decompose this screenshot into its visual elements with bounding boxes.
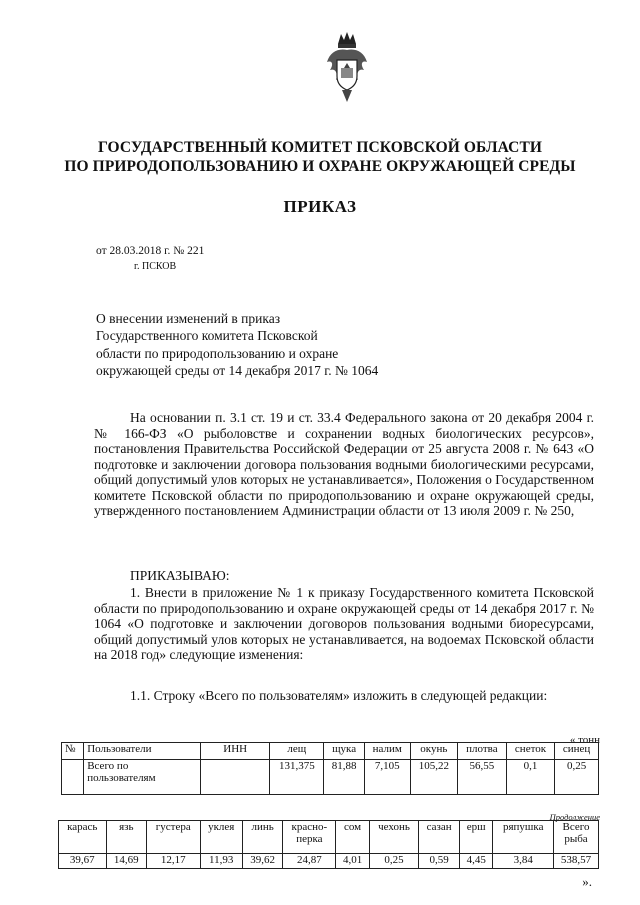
clause-1-paragraph: [94, 585, 594, 663]
unit-label: « тонн: [569, 734, 600, 746]
table-header-cell: сазан: [419, 821, 460, 854]
table-header-cell: щука: [324, 743, 364, 760]
subject-line: области по природопользованию и охране: [96, 345, 339, 361]
table-header-cell: снеток: [506, 743, 554, 760]
document-subject: [96, 310, 426, 379]
table-row: [59, 854, 599, 869]
document-title: ПРИКАЗ: [283, 197, 357, 216]
clause-1-text: 1. Внести в приложение № 1 к приказу Государственного комитета Псковской области по природопользованию и охране окружающей среды от 14 декабря 2017 г. № 1064 «О подготовке и заключении договоров пользования водными биоресурсами, общий допустимый улов которых не устанавливается, на водоемах Псковской области на 2018 год» следующие изменения:: [94, 585, 594, 662]
table-header-cell: ИНН: [201, 743, 270, 760]
closing-quote: ».: [582, 874, 592, 889]
preamble-paragraph: [94, 410, 594, 519]
table-header-cell: карась: [59, 821, 107, 854]
table-header-cell: чехонь: [369, 821, 418, 854]
table-cell: 7,105: [364, 760, 410, 795]
table-header-cell: плотва: [457, 743, 506, 760]
table-cell: 105,22: [410, 760, 457, 795]
preamble-text: На основании п. 3.1 ст. 19 и ст. 33.4 Федерального закона от 20 декабря 2004 г. № 166-ФЗ «О рыболовстве и сохранении водных биологических ресурсов», постановления Правительства Российской Федерации от 25 августа 2008 г. № 643 «О подготовке и заключении договора пользования водными биологическими ресурсами, общий допустимый улов которых не устанавливается», Положения о Государственном комитете Псковской области по природопользованию и охране окружающей среды, утвержденного постановлением Администрации области от 13 июля 2009 г. № 250,: [94, 410, 594, 518]
table-header-cell: линь: [242, 821, 282, 854]
document-date-number: от 28.03.2018 г. № 221: [96, 245, 205, 257]
table-cell: [62, 760, 84, 795]
table-cell: 24,87: [283, 854, 336, 869]
table-header-cell: лещ: [270, 743, 324, 760]
table-cell: 56,55: [457, 760, 506, 795]
table-header-cell: №: [62, 743, 84, 760]
table-cell: 0,1: [506, 760, 554, 795]
table-header-cell: Всего рыба: [554, 821, 599, 854]
coat-of-arms-icon: [324, 30, 370, 106]
table-cell: 538,57: [554, 854, 599, 869]
table-header-cell: язь: [106, 821, 146, 854]
subject-line: Государственного комитета Псковской: [96, 328, 318, 344]
table-cell: 131,375: [270, 760, 324, 795]
subject-line: окружающей среды от 14 декабря 2017 г. № 1064: [96, 362, 379, 378]
table-cell: 14,69: [106, 854, 146, 869]
table-header-cell: налим: [364, 743, 410, 760]
table-cell: Всего по пользователям: [84, 760, 201, 795]
table-cell: 39,67: [59, 854, 107, 869]
clause-1-1-text: 1.1. Строку «Всего по пользователям» изложить в следующей редакции:: [130, 688, 548, 703]
order-word: ПРИКАЗЫВАЮ:: [130, 568, 230, 583]
users-table: [61, 742, 599, 795]
fish-table: [58, 820, 599, 869]
org-name-line1: ГОСУДАРСТВЕННЫЙ КОМИТЕТ ПСКОВСКОЙ ОБЛАСТИ: [97, 139, 543, 156]
table-header-cell: Пользователи: [84, 743, 201, 760]
table-header-cell: окунь: [410, 743, 457, 760]
subject-line: О внесении изменений в приказ: [96, 311, 281, 326]
table-row: [62, 760, 599, 795]
table-header-row: [59, 821, 599, 854]
table-header-cell: синец: [555, 743, 599, 760]
clause-1-1-paragraph: [94, 688, 594, 704]
document-city: г. ПСКОВ: [134, 261, 177, 272]
table-cell: 4,01: [336, 854, 369, 869]
table-header-cell: густера: [147, 821, 200, 854]
table-cell: 39,62: [242, 854, 282, 869]
table-cell: 0,25: [555, 760, 599, 795]
table-header-cell: красно-перка: [283, 821, 336, 854]
table-cell: 81,88: [324, 760, 364, 795]
table-cell: 0,25: [369, 854, 418, 869]
table-cell: 3,84: [493, 854, 554, 869]
table-header-cell: сом: [336, 821, 369, 854]
table-header-cell: ряпушка: [493, 821, 554, 854]
table-cell: [201, 760, 270, 795]
table-header-cell: ерш: [459, 821, 492, 854]
table-header-row: [62, 743, 599, 760]
table-cell: 12,17: [147, 854, 200, 869]
table-cell: 4,45: [459, 854, 492, 869]
table-cell: 11,93: [200, 854, 242, 869]
table-cell: 0,59: [419, 854, 460, 869]
table-header-cell: уклея: [200, 821, 242, 854]
continuation-label: Продолжение: [549, 812, 600, 822]
org-name-line2: ПО ПРИРОДОПОЛЬЗОВАНИЮ И ОХРАНЕ ОКРУЖАЮЩЕЙ СРЕДЫ: [64, 158, 576, 175]
